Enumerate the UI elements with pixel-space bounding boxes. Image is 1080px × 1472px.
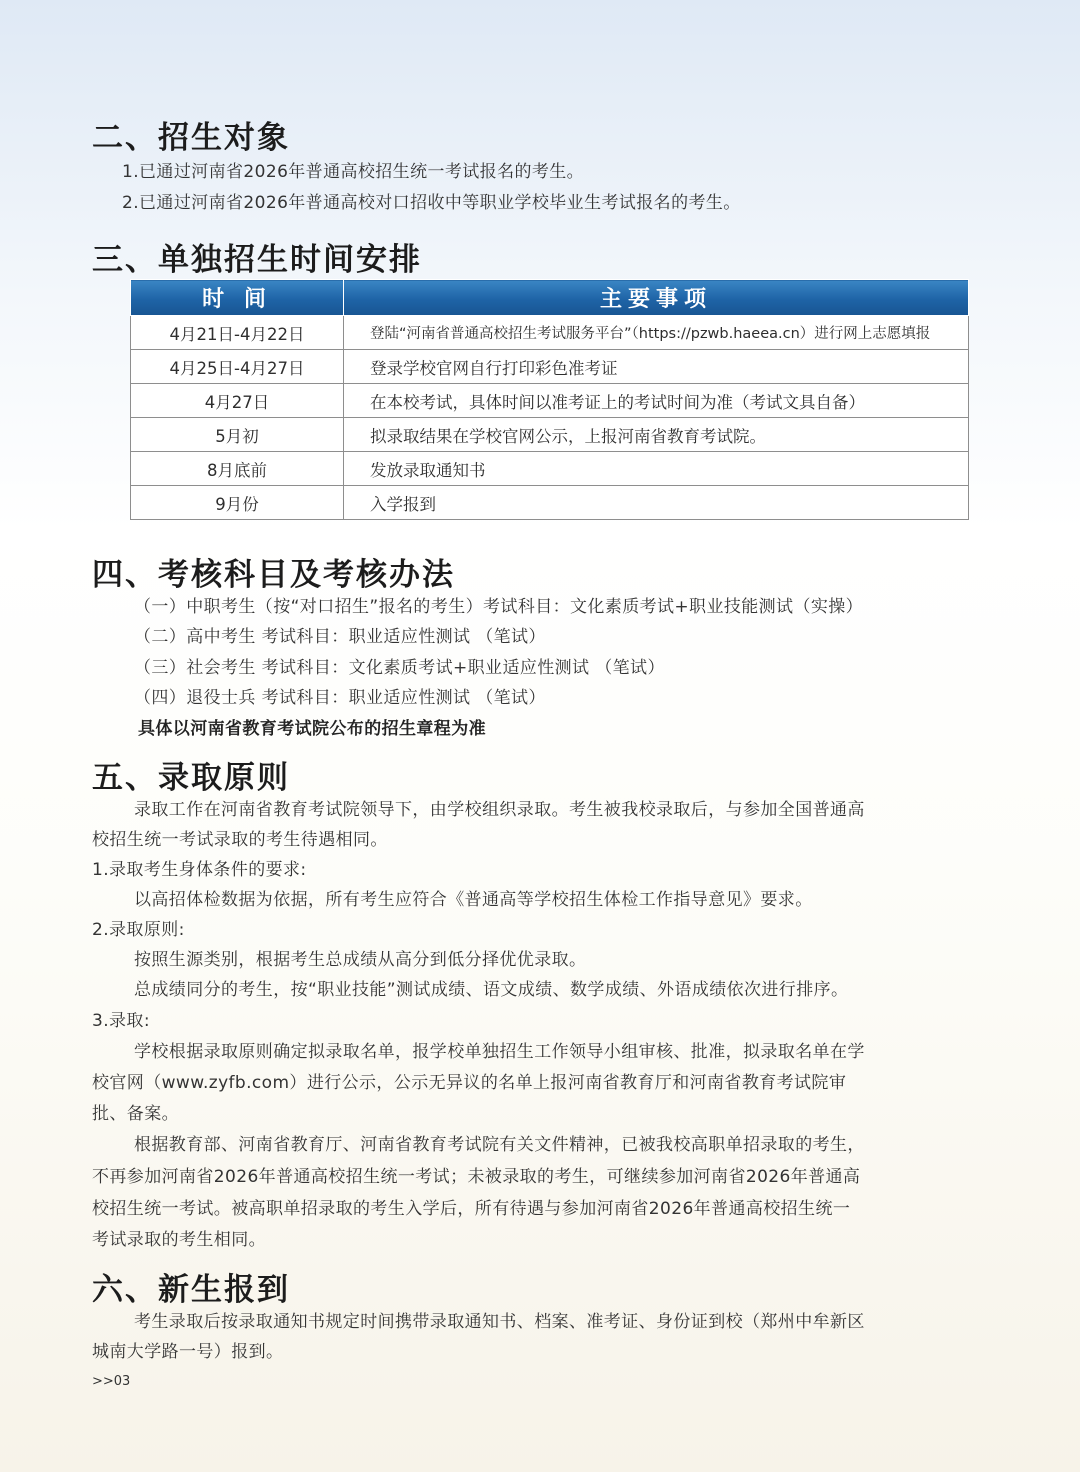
paragraph: 3.录取:: [92, 1011, 150, 1031]
paragraph: 城南大学路一号）报到。: [92, 1342, 284, 1362]
table-header-event: 主要事项: [344, 280, 969, 316]
paragraph: 校官网（www.zyfb.com）进行公示，公示无异议的名单上报河南省教育厅和河南省教育考试院审: [92, 1073, 847, 1093]
paragraph: 录取工作在河南省教育考试院领导下，由学校组织录取。考生被我校录取后，与参加全国普通高: [134, 800, 865, 820]
section-title-admission-principles: 五、录取原则: [92, 760, 290, 796]
table-row: [131, 418, 969, 452]
table-row: [131, 384, 969, 418]
paragraph: 批、备案。: [92, 1104, 179, 1124]
table-row: [131, 452, 969, 486]
table-cell-event: 发放录取通知书: [344, 452, 969, 486]
paragraph: 校招生统一考试录取的考生待遇相同。: [92, 830, 388, 850]
section-title-registration: 六、新生报到: [92, 1272, 290, 1308]
paragraph: 总成绩同分的考生，按“职业技能”测试成绩、语文成绩、数学成绩、外语成绩依次进行排序。: [134, 980, 849, 1000]
table-header-time: 时 间: [131, 280, 344, 316]
table-cell-event: 拟录取结果在学校官网公示，上报河南省教育考试院。: [344, 418, 969, 452]
table-cell-event: 登录学校官网自行打印彩色准考证: [344, 350, 969, 384]
paragraph: 根据教育部、河南省教育厅、河南省教育考试院有关文件精神，已被我校高职单招录取的考生，: [134, 1135, 865, 1155]
paragraph: 2.录取原则:: [92, 920, 185, 940]
section-title-assessment: 四、考核科目及考核办法: [92, 557, 455, 593]
assessment-note: 具体以河南省教育考试院公布的招生章程为准: [138, 719, 486, 739]
paragraph: 按照生源类别，根据考生总成绩从高分到低分择优优录取。: [134, 950, 587, 970]
paragraph: 校招生统一考试。被高职单招录取的考生入学后，所有待遇与参加河南省2026年普通高校招生统一: [92, 1199, 851, 1219]
table-cell-event: 登陆“河南省普通高校招生考试服务平台”（https://pzwb.haeea.cn）进行网上志愿填报: [344, 316, 969, 350]
table-row: [131, 486, 969, 520]
section-title-admission-targets: 二、招生对象: [92, 120, 290, 156]
schedule-table: [130, 279, 969, 520]
table-cell-event: 入学报到: [344, 486, 969, 520]
paragraph: （二）高中考生 考试科目：职业适应性测试 （笔试）: [134, 627, 546, 647]
paragraph: 2.已通过河南省2026年普通高校对口招收中等职业学校毕业生考试报名的考生。: [122, 193, 741, 213]
paragraph: 学校根据录取原则确定拟录取名单，报学校单独招生工作领导小组审核、批准，拟录取名单在学: [134, 1042, 865, 1062]
table-row: [131, 350, 969, 384]
table-header-row: [131, 280, 969, 316]
table-cell-time: 9月份: [131, 486, 344, 520]
paragraph: 1.录取考生身体条件的要求:: [92, 860, 307, 880]
table-cell-time: 8月底前: [131, 452, 344, 486]
table-cell-time: 4月21日-4月22日: [131, 316, 344, 350]
paragraph: 考试录取的考生相同。: [92, 1230, 266, 1250]
paragraph: （四）退役士兵 考试科目：职业适应性测试 （笔试）: [134, 688, 546, 708]
page-number: >>03: [92, 1374, 131, 1389]
table-cell-time: 4月27日: [131, 384, 344, 418]
paragraph: 以高招体检数据为依据，所有考生应符合《普通高等学校招生体检工作指导意见》要求。: [134, 890, 813, 910]
section-title-schedule: 三、单独招生时间安排: [92, 242, 422, 278]
paragraph: （一）中职考生（按“对口招生”报名的考生）考试科目：文化素质考试+职业技能测试（实操）: [134, 597, 864, 617]
table-cell-event: 在本校考试，具体时间以准考证上的考试时间为准（考试文具自备）: [344, 384, 969, 418]
paragraph: 不再参加河南省2026年普通高校招生统一考试；未被录取的考生，可继续参加河南省2026年普通高: [92, 1167, 861, 1187]
paragraph: 1.已通过河南省2026年普通高校招生统一考试报名的考生。: [122, 162, 585, 182]
table-cell-time: 5月初: [131, 418, 344, 452]
paragraph: 考生录取后按录取通知书规定时间携带录取通知书、档案、准考证、身份证到校（郑州中牟新区: [134, 1312, 865, 1332]
table-cell-time: 4月25日-4月27日: [131, 350, 344, 384]
paragraph: （三）社会考生 考试科目：文化素质考试+职业适应性测试 （笔试）: [134, 658, 665, 678]
table-row: [131, 316, 969, 350]
